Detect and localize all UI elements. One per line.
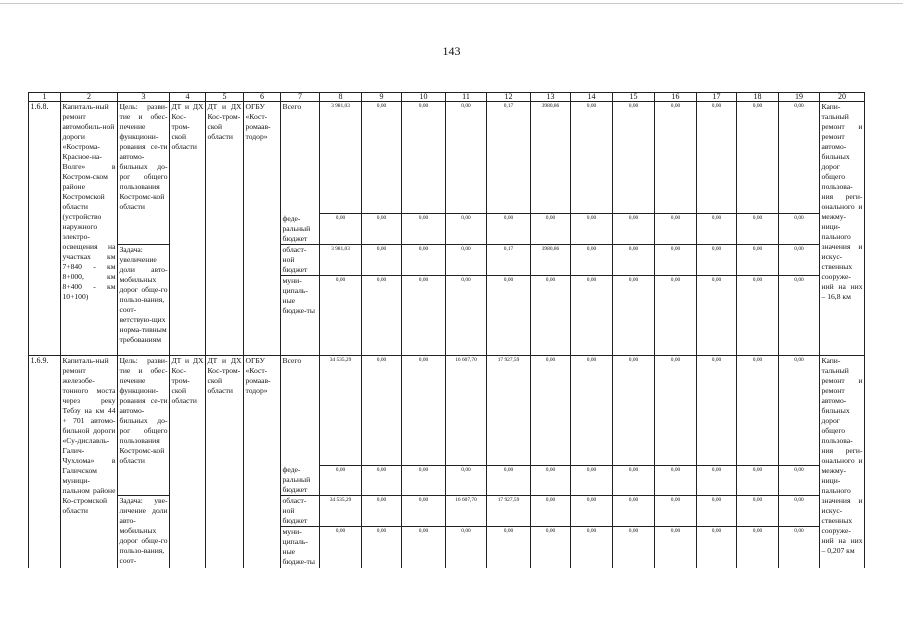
column-number: 20 bbox=[820, 93, 865, 102]
column-number: 4 bbox=[170, 93, 206, 102]
budget-value: 0,00 bbox=[487, 214, 531, 245]
budget-value: 0,00 bbox=[779, 214, 820, 245]
budget-value: 0,00 bbox=[655, 465, 697, 496]
budget-value: 0,00 bbox=[362, 244, 402, 275]
budget-source-label: феде-ральный бюджет bbox=[281, 465, 320, 496]
budget-value: 0,00 bbox=[697, 214, 737, 245]
budget-table bbox=[28, 92, 865, 638]
page-bottom-margin bbox=[0, 568, 903, 639]
budget-value: 0,17 bbox=[487, 244, 531, 275]
budget-value: 34 535,29 bbox=[320, 496, 362, 527]
budget-value: 0,00 bbox=[655, 496, 697, 527]
column-number: 6 bbox=[244, 93, 281, 102]
budget-value: 0,00 bbox=[697, 275, 737, 355]
budget-value: 0,00 bbox=[613, 496, 655, 527]
activity-name: Капиталь-ный ремонт железобе-тонного моста через реку Тебзу на км 44 + 701 автомо-бильной дороги «Су-диславль-Галич-Чухлома» в Галичском муници-пальном районе Ко-стромской области bbox=[61, 355, 118, 607]
budget-value: 0,00 bbox=[402, 465, 446, 496]
budget-value: 34 535,29 bbox=[320, 355, 362, 465]
column-number: 10 bbox=[402, 93, 446, 102]
budget-value: 0,00 bbox=[320, 214, 362, 245]
budget-value: 0,00 bbox=[402, 214, 446, 245]
task-text: Задача: уве-личение доли авто-мобильных дорог обще-го пользо-вания, соот- bbox=[118, 496, 170, 607]
budget-value: 0,00 bbox=[655, 214, 697, 245]
budget-value: 0,00 bbox=[402, 527, 446, 607]
budget-value: 0,00 bbox=[613, 527, 655, 607]
budget-value: 0,00 bbox=[446, 102, 487, 214]
executor-cell: ДТ и ДХ Кос-тром-ской области bbox=[206, 355, 244, 607]
budget-value: 0,00 bbox=[446, 244, 487, 275]
budget-value: 0,00 bbox=[487, 465, 531, 496]
budget-value: 0,00 bbox=[697, 465, 737, 496]
column-number: 17 bbox=[697, 93, 737, 102]
budget-value: 0,00 bbox=[446, 465, 487, 496]
budget-value: 0,00 bbox=[487, 275, 531, 355]
budget-value: 0,00 bbox=[697, 355, 737, 465]
column-number: 8 bbox=[320, 93, 362, 102]
task-text: Задача: увеличение доли авто-мобильных дорог обще-го пользо-вания, соот-ветствую-щих норма-тивным требованиям bbox=[118, 244, 170, 355]
table-row bbox=[29, 355, 865, 465]
budget-value: 0,00 bbox=[320, 527, 362, 607]
budget-value: 0,00 bbox=[655, 244, 697, 275]
executor-cell: ОГБУ «Кост-ромаав-тодор» bbox=[244, 355, 281, 607]
budget-source-label: муни-ципаль-ные бюдже-ты bbox=[281, 275, 320, 355]
budget-value: 0,00 bbox=[362, 527, 402, 607]
column-number: 2 bbox=[61, 93, 118, 102]
column-number: 9 bbox=[362, 93, 402, 102]
table-row bbox=[29, 244, 865, 275]
executor-cell: ОГБУ «Кост-ромаав-тодор» bbox=[244, 102, 281, 356]
budget-value: 0,00 bbox=[320, 465, 362, 496]
budget-value: 0,00 bbox=[487, 527, 531, 607]
budget-value: 0,00 bbox=[446, 275, 487, 355]
budget-value: 0,00 bbox=[362, 275, 402, 355]
budget-value: 0,00 bbox=[655, 102, 697, 214]
budget-value: 0,00 bbox=[779, 496, 820, 527]
row-code: 1.6.9. bbox=[29, 355, 61, 607]
goal-text: Цель: разви-тие и обес-печение функциони-рования се-ти автомо-бильных до-рог общего пользования Костромс-кой области bbox=[118, 102, 170, 245]
budget-value: 0,00 bbox=[779, 244, 820, 275]
budget-value: 0,00 bbox=[613, 102, 655, 214]
budget-value: 0,00 bbox=[531, 527, 571, 607]
budget-value: 0,00 bbox=[531, 275, 571, 355]
budget-value: 3 981,03 bbox=[320, 102, 362, 214]
budget-value: 0,00 bbox=[737, 214, 779, 245]
budget-value: 17 927,59 bbox=[487, 496, 531, 527]
column-number: 7 bbox=[281, 93, 320, 102]
budget-value: 0,00 bbox=[531, 496, 571, 527]
budget-value: 0,00 bbox=[779, 465, 820, 496]
budget-value: 0,00 bbox=[571, 465, 613, 496]
budget-value: 17 927,59 bbox=[487, 355, 531, 465]
budget-source-label: област-ной бюджет bbox=[281, 244, 320, 275]
budget-value: 0,00 bbox=[446, 214, 487, 245]
budget-value: 0,00 bbox=[571, 102, 613, 214]
budget-value: 0,00 bbox=[655, 355, 697, 465]
row-code: 1.6.8. bbox=[29, 102, 61, 356]
budget-value: 0,00 bbox=[655, 527, 697, 607]
budget-value: 0,00 bbox=[779, 355, 820, 465]
budget-value: 0,00 bbox=[402, 355, 446, 465]
budget-value: 0,00 bbox=[402, 496, 446, 527]
budget-value: 0,00 bbox=[779, 275, 820, 355]
budget-value: 0,00 bbox=[531, 214, 571, 245]
column-number: 12 bbox=[487, 93, 531, 102]
budget-value: 3980,86 bbox=[531, 102, 571, 214]
budget-source-label: муни-ципаль-ные бюдже-ты bbox=[281, 527, 320, 607]
budget-source-label: Всего bbox=[281, 355, 320, 465]
table-row bbox=[29, 102, 865, 214]
budget-value: 0,00 bbox=[402, 102, 446, 214]
budget-value: 0,00 bbox=[446, 527, 487, 607]
executor-cell: ДТ и ДХ Кос-тром-ской области bbox=[206, 102, 244, 356]
budget-value: 0,00 bbox=[737, 465, 779, 496]
budget-value: 0,00 bbox=[779, 527, 820, 607]
budget-value: 0,00 bbox=[613, 275, 655, 355]
expected-result: Капи-тальный ремонт и ремонт автомо-бильных дорог общего пользова-ния реги-онального и межму-ници-пального значения и искус-ственных сооруже-ний на них – 16,8 км bbox=[820, 102, 865, 356]
budget-value: 0,00 bbox=[320, 275, 362, 355]
budget-value: 0,00 bbox=[402, 244, 446, 275]
budget-value: 0,00 bbox=[737, 355, 779, 465]
budget-value: 0,00 bbox=[613, 244, 655, 275]
budget-value: 0,17 bbox=[487, 102, 531, 214]
budget-value: 0,00 bbox=[737, 275, 779, 355]
budget-value: 0,00 bbox=[571, 527, 613, 607]
budget-source-label: Всего bbox=[281, 102, 320, 214]
budget-value: 0,00 bbox=[613, 355, 655, 465]
scan-top-rule bbox=[0, 3, 903, 4]
column-number: 1 bbox=[29, 93, 61, 102]
budget-value: 0,00 bbox=[571, 244, 613, 275]
budget-value: 0,00 bbox=[697, 527, 737, 607]
executor-cell: ДТ и ДХ Кос-тром-ской области bbox=[170, 102, 206, 356]
budget-value: 0,00 bbox=[737, 496, 779, 527]
budget-value: 3 981,03 bbox=[320, 244, 362, 275]
column-number-row bbox=[29, 93, 865, 102]
budget-value: 16 607,70 bbox=[446, 355, 487, 465]
column-number: 11 bbox=[446, 93, 487, 102]
goal-text: Цель: разви-тие и обес-печение функциони-рования се-ти автомо-бильных до-рог общего пользования Костромс-кой области bbox=[118, 355, 170, 496]
budget-value: 0,00 bbox=[571, 275, 613, 355]
budget-value: 3980,86 bbox=[531, 244, 571, 275]
table-row bbox=[29, 496, 865, 527]
column-number: 5 bbox=[206, 93, 244, 102]
executor-cell: ДТ и ДХ Кос-тром-ской области bbox=[170, 355, 206, 607]
column-number: 18 bbox=[737, 93, 779, 102]
budget-value: 0,00 bbox=[737, 527, 779, 607]
page-number: 143 bbox=[442, 44, 461, 58]
budget-value: 0,00 bbox=[613, 465, 655, 496]
budget-value: 0,00 bbox=[571, 355, 613, 465]
budget-value: 0,00 bbox=[531, 355, 571, 465]
activity-name: Капиталь-ный ремонт автомобиль-ной дороги «Кострома-Красное-на-Волге» в Костром-ском районе Костромской области (устройство наружного электро-освещения на участках км 7+840 - км 8+000, км 8+400 - км 10+100) bbox=[61, 102, 118, 356]
budget-value: 0,00 bbox=[571, 496, 613, 527]
budget-value: 0,00 bbox=[402, 275, 446, 355]
column-number: 14 bbox=[571, 93, 613, 102]
budget-value: 16 607,70 bbox=[446, 496, 487, 527]
budget-value: 0,00 bbox=[613, 214, 655, 245]
column-number: 13 bbox=[531, 93, 571, 102]
budget-value: 0,00 bbox=[655, 275, 697, 355]
budget-value: 0,00 bbox=[697, 102, 737, 214]
budget-value: 0,00 bbox=[697, 244, 737, 275]
budget-value: 0,00 bbox=[531, 465, 571, 496]
column-number: 16 bbox=[655, 93, 697, 102]
budget-value: 0,00 bbox=[697, 496, 737, 527]
budget-value: 0,00 bbox=[362, 355, 402, 465]
budget-value: 0,00 bbox=[362, 214, 402, 245]
budget-source-label: феде-ральный бюджет bbox=[281, 214, 320, 245]
budget-value: 0,00 bbox=[362, 496, 402, 527]
column-number: 19 bbox=[779, 93, 820, 102]
expected-result: Капи-тальный ремонт и ремонт автомо-бильных дорог общего пользова-ния реги-онального и межму-ници-пального значения и искус-ственных сооруже-ний на них – 0,207 км bbox=[820, 355, 865, 607]
column-number: 3 bbox=[118, 93, 170, 102]
column-number: 15 bbox=[613, 93, 655, 102]
budget-value: 0,00 bbox=[737, 244, 779, 275]
budget-value: 0,00 bbox=[571, 214, 613, 245]
budget-source-label: област-ной бюджет bbox=[281, 496, 320, 527]
budget-value: 0,00 bbox=[737, 102, 779, 214]
budget-value: 0,00 bbox=[362, 465, 402, 496]
budget-value: 0,00 bbox=[362, 102, 402, 214]
budget-value: 0,00 bbox=[779, 102, 820, 214]
